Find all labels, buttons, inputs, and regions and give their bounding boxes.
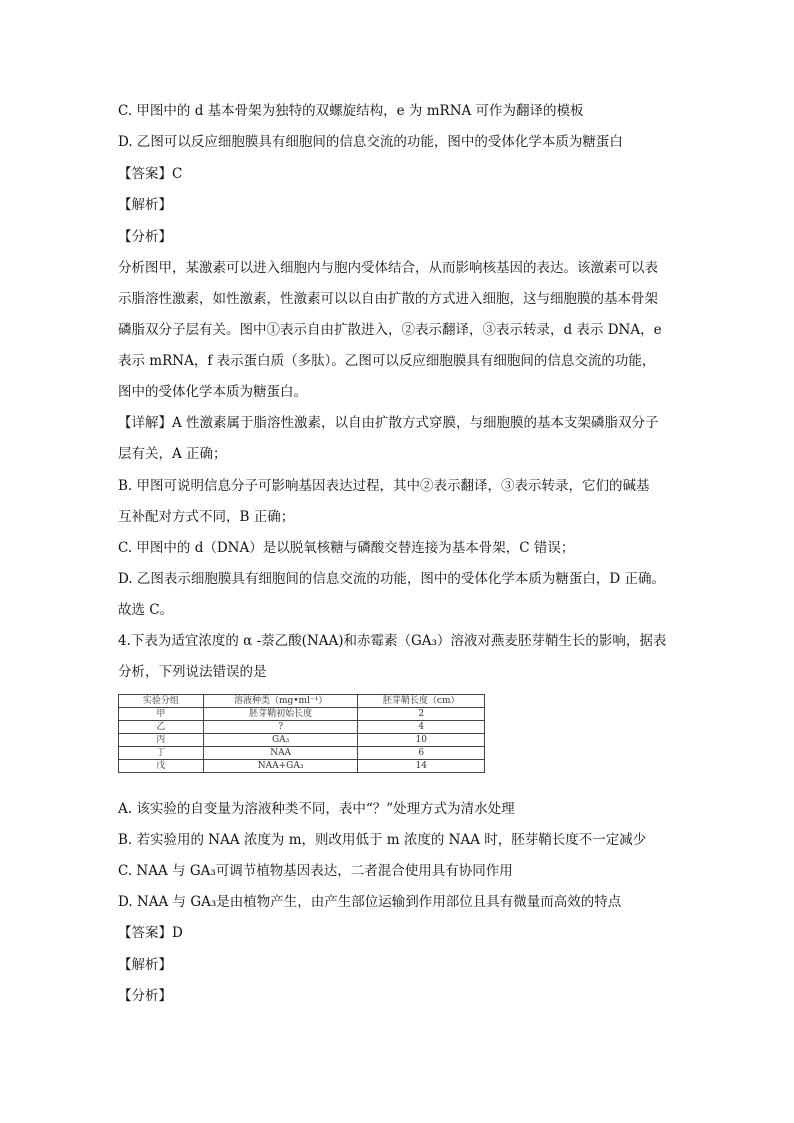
table-cell: NAA+GA₃ <box>203 760 358 773</box>
option-d-line: D. 乙图可以反应细胞膜具有细胞间的信息交流的功能，图中的受体化学本质为糖蛋白 <box>118 134 623 150</box>
table-row <box>119 708 485 721</box>
table-cell: NAA <box>203 747 358 760</box>
table-cell: 6 <box>358 747 485 760</box>
table-row <box>119 721 485 734</box>
table-header-row <box>119 695 485 708</box>
question-4-line: 4.下表为适宜浓度的 α -萘乙酸(NAA)和赤霉素（GA₃）溶液对燕麦胚芽鞘生长的影响，据表 <box>118 633 667 649</box>
option-c-line: C. NAA 与 GA₃可调节植物基因表达，二者混合使用具有协同作用 <box>118 863 513 879</box>
table-cell: 甲 <box>119 708 204 721</box>
table-cell: 2 <box>358 708 485 721</box>
answer-line: 【答案】D <box>118 925 183 941</box>
table-cell: 丙 <box>119 734 204 747</box>
table-cell: 胚芽鞘初始长度 <box>203 708 358 721</box>
table-row <box>119 734 485 747</box>
detail-line: B. 甲图可说明信息分子可影响基因表达过程，其中②表示翻译，③表示转录，它们的碱基 <box>118 478 650 494</box>
detail-line: 互补配对方式不同，B 正确； <box>118 509 295 525</box>
experiment-table <box>118 694 485 773</box>
paragraph-line: 表示 mRNA，f 表示蛋白质（多肽）。乙图可以反应细胞膜具有细胞间的信息交流的功能， <box>118 353 656 369</box>
option-b-line: B. 若实验用的 NAA 浓度为 m，则改用低于 m 浓度的 NAA 时，胚芽鞘长度不一定减少 <box>118 832 647 848</box>
table-cell: GA₃ <box>203 734 358 747</box>
conclusion-line: 故选 C。 <box>118 602 174 618</box>
table-header: 实验分组 <box>119 695 204 708</box>
paragraph-line: 磷脂双分子层有关。图中①表示自由扩散进入，②表示翻译，③表示转录，d 表示 DNA，e <box>118 322 662 338</box>
table-cell: ? <box>203 721 358 734</box>
detail-line: 层有关，A 正确； <box>118 446 227 462</box>
table-header: 溶液种类（mg•ml⁻¹） <box>203 695 358 708</box>
question-4-line: 分析，下列说法错误的是 <box>118 664 267 680</box>
paragraph-line: 分析图甲，某激素可以进入细胞内与胞内受体结合，从而影响核基因的表达。该激素可以表 <box>118 260 658 276</box>
table-cell: 14 <box>358 760 485 773</box>
table-cell: 4 <box>358 721 485 734</box>
detail-line: C. 甲图中的 d（DNA）是以脱氧核糖与磷酸交替连接为基本骨架，C 错误； <box>118 540 575 556</box>
paragraph-line: 图中的受体化学本质为糖蛋白。 <box>118 384 307 400</box>
option-a-line: A. 该实验的自变量为溶液种类不同，表中“？”处理方式为清水处理 <box>118 801 515 817</box>
table-cell: 10 <box>358 734 485 747</box>
paragraph-line: 示脂溶性激素，如性激素，性激素可以以自由扩散的方式进入细胞，这与细胞膜的基本骨架 <box>118 291 658 307</box>
table-header: 胚芽鞘长度（cm） <box>358 695 485 708</box>
option-c-line: C. 甲图中的 d 基本骨架为独特的双螺旋结构，e 为 mRNA 可作为翻译的模板 <box>118 103 584 119</box>
table-row <box>119 760 485 773</box>
fenxi-heading: 【分析】 <box>118 229 172 245</box>
fenxi-heading: 【分析】 <box>118 988 172 1004</box>
analysis-heading: 【解析】 <box>118 957 172 973</box>
detail-line: 【详解】A 性激素属于脂溶性激素，以自由扩散方式穿膜，与细胞膜的基本支架磷脂双分子 <box>118 415 659 431</box>
table-cell: 乙 <box>119 721 204 734</box>
table-cell: 戊 <box>119 760 204 773</box>
table-row <box>119 747 485 760</box>
analysis-heading: 【解析】 <box>118 197 172 213</box>
option-d-line: D. NAA 与 GA₃是由植物产生，由产生部位运输到作用部位且具有微量而高效的特点 <box>118 894 622 910</box>
detail-line: D. 乙图表示细胞膜具有细胞间的信息交流的功能，图中的受体化学本质为糖蛋白，D 正确。 <box>118 571 666 587</box>
answer-line: 【答案】C <box>118 166 183 182</box>
table-cell: 丁 <box>119 747 204 760</box>
